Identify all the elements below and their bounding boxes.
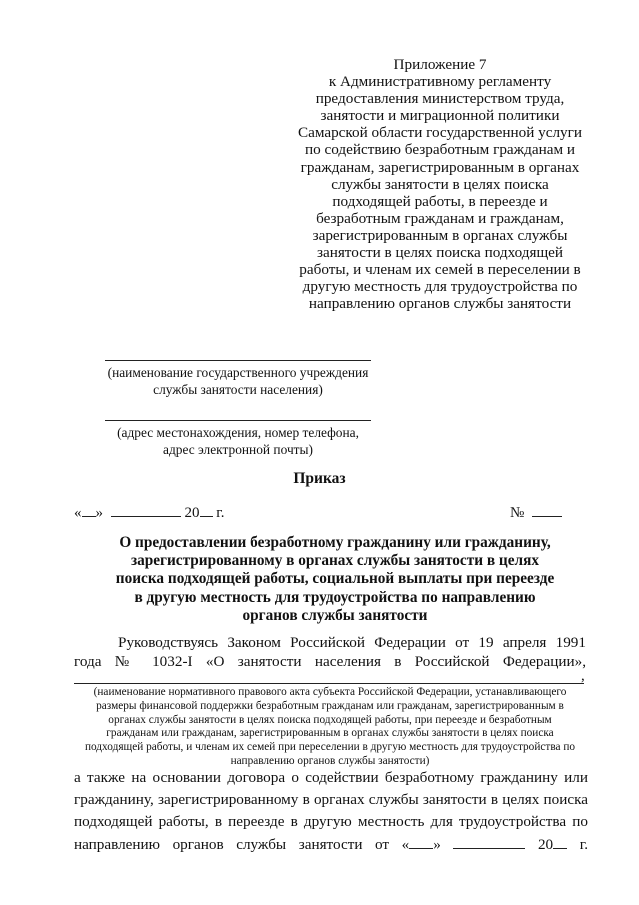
address-caption-line1: (адрес местонахождения, номер телефона, xyxy=(117,425,359,440)
appendix-line: направлению органов службы занятости xyxy=(308,295,572,313)
date-year-blank[interactable] xyxy=(200,502,213,517)
order-number[interactable] xyxy=(510,502,562,522)
normative-act-caption xyxy=(74,686,586,769)
paragraph-line xyxy=(74,634,586,653)
institution-caption-line2: службы занятости населения) xyxy=(153,382,323,397)
paragraph-line-text: Руководствуясь Законом Российской Федерации от 19 апреля 1991 xyxy=(118,634,586,651)
appendix-line: другую местность для трудоустройства по xyxy=(302,278,578,296)
appendix-line: предоставления министерством труда, xyxy=(315,90,565,108)
paragraph-line: подходящей работы, в переезде в другую местность для трудоустройства по xyxy=(74,813,588,831)
caption-line: (наименование нормативного правового акта субъекта Российской Федерации, устанавливающего xyxy=(93,686,567,698)
contract-year[interactable] xyxy=(538,836,567,853)
contract-day[interactable] xyxy=(402,836,441,853)
contract-date-text: направлению органов службы занятости от xyxy=(74,835,390,853)
subject-line: О предоставлении безработному гражданину или гражданину, xyxy=(119,534,551,551)
date-day-blank[interactable] xyxy=(82,502,96,517)
normative-act-blank-line[interactable] xyxy=(74,683,584,684)
address-caption-line2: адрес электронной почты) xyxy=(163,442,313,457)
date-close-quote: » xyxy=(95,505,103,521)
date-year-prefix: 20 xyxy=(184,505,200,521)
appendix-line: гражданам, зарегистрированным в органах xyxy=(300,158,580,176)
date-month-blank[interactable] xyxy=(111,502,181,517)
appendix-header xyxy=(292,56,588,312)
order-number-blank[interactable] xyxy=(532,502,562,517)
institution-caption-line1: (наименование государственного учреждения xyxy=(107,365,369,380)
appendix-line: по содействию безработным гражданам и xyxy=(304,141,576,159)
address-field[interactable] xyxy=(104,420,372,458)
paragraph-line: года № 1032-I «О занятости населения в Российской Федерации», xyxy=(74,652,586,670)
number-sign: № xyxy=(510,505,525,521)
paragraph-line-contract-date xyxy=(74,834,588,856)
subject-line: органов службы занятости xyxy=(242,606,428,624)
date-year-suffix: г. xyxy=(216,505,225,521)
contract-year-suffix: г. xyxy=(579,835,588,853)
contract-day-blank[interactable] xyxy=(409,834,433,849)
subject-line: поиска подходящей работы, социальной выплаты при переезде xyxy=(115,570,555,588)
paragraph-contract-basis xyxy=(74,767,588,856)
caption-line: размеры финансовой поддержки безработным гражданам или гражданам, зарегистрированным в xyxy=(96,699,564,712)
contract-open-quote: « xyxy=(401,835,410,853)
contract-year-prefix: 20 xyxy=(537,835,554,853)
appendix-line: Самарской области государственной услуги xyxy=(297,124,583,142)
subject-line: зарегистрированному в органах службы занятости в целях xyxy=(130,552,540,570)
date-open-quote: « xyxy=(74,505,82,521)
appendix-line: занятости в целях поиска подходящей xyxy=(316,244,564,262)
appendix-line: Приложение 7 xyxy=(393,56,487,73)
institution-field[interactable] xyxy=(104,360,372,398)
caption-line: подходящей работы, и членам их семей при переселении в другую местность для трудоустройства по xyxy=(84,741,576,754)
appendix-line: зарегистрированным в органах службы xyxy=(312,226,568,244)
caption-line: направлению органов службы занятости) xyxy=(230,754,430,767)
appendix-line: безработным гражданам и гражданам, xyxy=(316,209,564,227)
caption-line: гражданам или гражданам, зарегистрированным в органах службы занятости в целях поиска xyxy=(106,727,554,740)
order-title: Приказ xyxy=(293,470,346,487)
fill-comma: , xyxy=(581,668,585,684)
appendix-line: работы, и членам их семей в переселении в xyxy=(299,261,581,279)
appendix-line: к Административному регламенту xyxy=(328,73,552,91)
contract-year-blank[interactable] xyxy=(553,834,567,849)
subject-line: в другую местность для трудоустройства по направлению xyxy=(134,588,536,606)
paragraph-line: гражданину, зарегистрированному в органах службы занятости в целях поиска xyxy=(74,791,588,809)
paragraph-line: а также на основании договора о содействии безработному гражданину или xyxy=(74,769,588,786)
caption-line: органах службы занятости в целях поиска подходящей работы, при переезде и безработным xyxy=(108,713,552,726)
paragraph-legal-basis xyxy=(74,634,586,671)
contract-month-blank[interactable] xyxy=(453,834,525,849)
contract-close-quote: » xyxy=(433,835,441,853)
institution-blank-line[interactable] xyxy=(105,360,371,361)
appendix-line: службы занятости в целях поиска xyxy=(331,175,549,193)
appendix-line: занятости и миграционной политики xyxy=(320,107,560,125)
appendix-line: подходящей работы, в переезде и xyxy=(332,192,548,210)
address-blank-line[interactable] xyxy=(105,420,371,421)
order-date[interactable] xyxy=(74,502,224,522)
order-subject xyxy=(95,534,575,625)
